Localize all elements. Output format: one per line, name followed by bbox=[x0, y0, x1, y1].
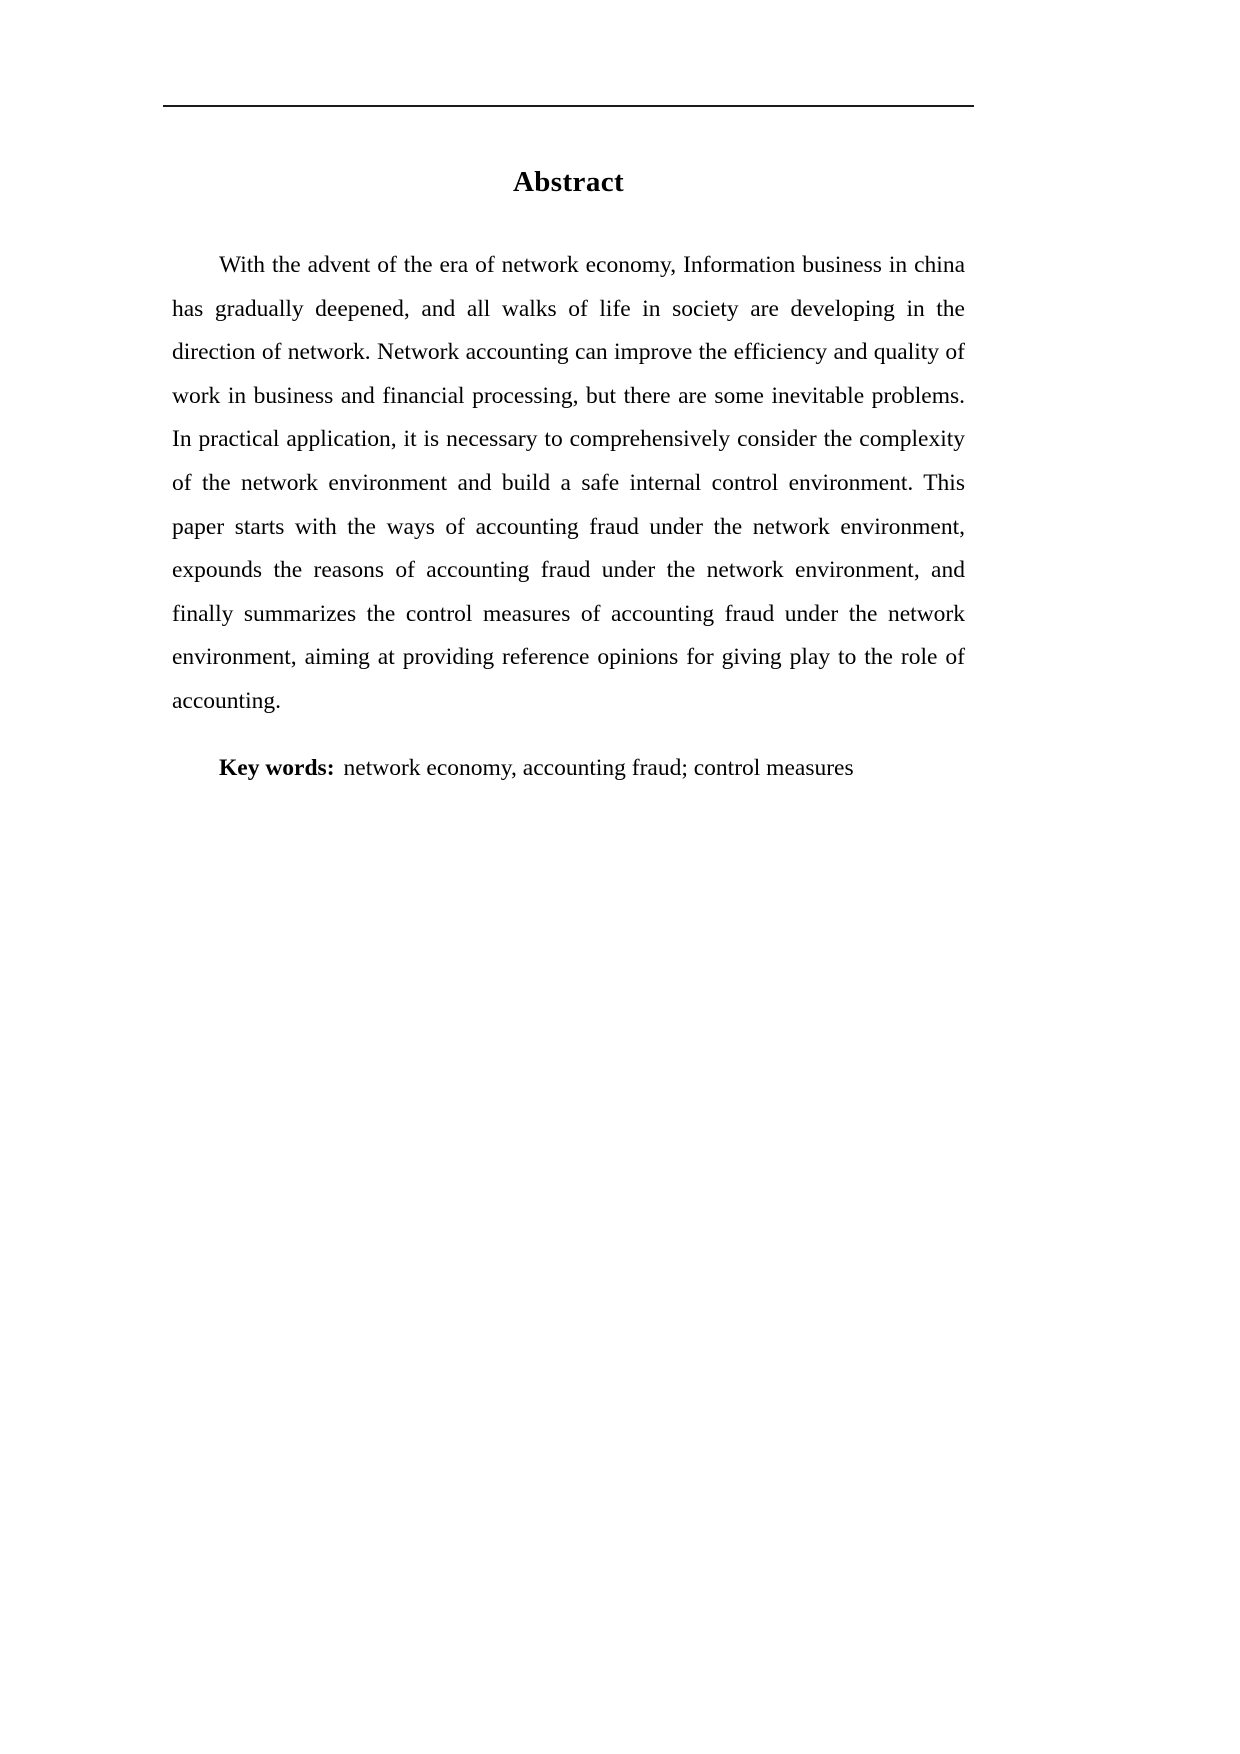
page-title: Abstract bbox=[512, 166, 625, 198]
abstract-paragraph-text: With the advent of the era of network economy, Information business in china has gradually deepened, and all walks of life in society are developing in the direction of network. Network accounting can improve the efficiency and quality of work in business and financial processing, but there are some inevitable problems. In practical application, it is necessary to comprehensively consider the complexity of the network environment and build a safe internal control environment. This paper starts with the ways of accounting fraud under the network environment, expounds the reasons of accounting fraud under the network environment, and finally summarizes the control measures of accounting fraud under the network environment, aiming at providing reference opinions for giving play to the role of accounting. bbox=[172, 252, 965, 714]
keywords-label: Key words: bbox=[219, 755, 335, 782]
document-content bbox=[172, 160, 965, 814]
keywords-line bbox=[172, 747, 965, 791]
keywords-value: network economy, accounting fraud; control measures bbox=[343, 755, 854, 782]
header-rule bbox=[163, 105, 974, 107]
abstract-paragraph bbox=[172, 244, 965, 724]
